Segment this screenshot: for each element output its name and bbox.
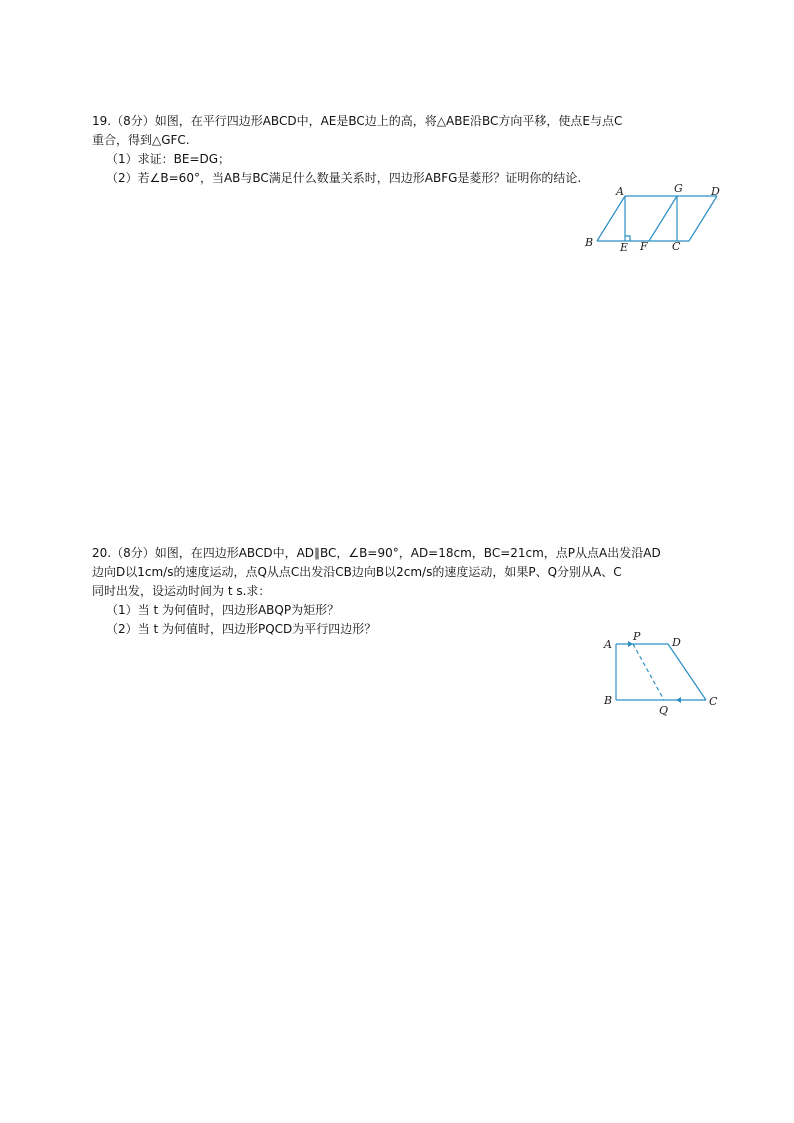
problem-19 (92, 112, 732, 188)
problem-19-part-1: （1）求证：BE=DG； (106, 152, 231, 166)
label-c: C (672, 240, 681, 253)
figure-trapezoid-abcd (600, 630, 725, 718)
label-g: G (674, 183, 683, 195)
segment-gf (649, 196, 677, 241)
problem-19-line-1: 19.（8分）如图，在平行四边形ABCD中，AE是BC边上的高，将△ABE沿BC方向平移，使点E与点C (92, 114, 623, 128)
label-e: E (620, 241, 629, 254)
label-f: F (640, 240, 648, 253)
arrow-q-direction-icon (676, 697, 681, 703)
label-q: Q (659, 704, 669, 717)
segment-pq (633, 644, 664, 700)
problem-19-line-2: 重合，得到△GFC. (92, 133, 190, 147)
problem-20-line-1: 20.（8分）如图，在四边形ABCD中，AD∥BC，∠B=90°，AD=18cm，BC=21cm，点P从点A出发沿AD (92, 546, 661, 560)
label-p: P (633, 630, 641, 643)
segment-dc (689, 196, 717, 241)
problem-20 (92, 544, 732, 639)
label-b: B (585, 236, 594, 249)
problem-20-line-2: 边向D以1cm/s的速度运动，点Q从点C出发沿CB边向B以2cm/s的速度运动，如果P、Q分别从A、C (92, 565, 622, 579)
problem-19-part-2: （2）若∠B=60°，当AB与BC满足什么数量关系时，四边形ABFG是菱形？证明你的结论. (106, 171, 582, 185)
segment-ab (597, 196, 625, 241)
figure-parallelogram-abcd (580, 183, 730, 255)
label-c: C (709, 695, 718, 708)
problem-20-part-2: （2）当 t 为何值时，四边形PQCD为平行四边形？ (106, 622, 377, 636)
segment-dc (668, 644, 706, 700)
problem-20-line-3: 同时出发，设运动时间为 t s.求： (92, 584, 271, 598)
label-b: B (604, 694, 613, 707)
problem-20-part-1: （1）当 t 为何值时，四边形ABQP为矩形？ (106, 603, 340, 617)
label-d: D (711, 185, 720, 198)
label-d: D (672, 636, 681, 649)
label-a: A (616, 185, 624, 198)
label-a: A (604, 638, 612, 651)
